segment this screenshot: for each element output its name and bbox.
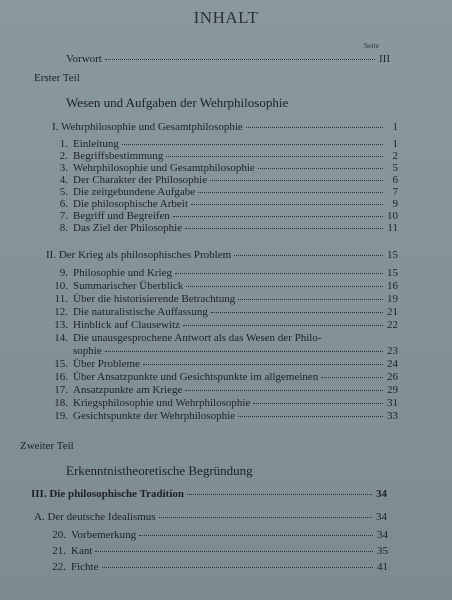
item-number: 8.	[59, 222, 68, 234]
item-page: 10	[387, 210, 398, 222]
leader-dots	[183, 324, 383, 326]
item-page: 41	[377, 561, 388, 573]
leader-dots	[175, 272, 383, 274]
leader-dots	[139, 534, 373, 536]
section-label: A. Der deutsche Idealismus	[34, 511, 156, 523]
item-label: Einleitung	[73, 138, 119, 150]
item-number: 3.	[59, 162, 68, 174]
leader-dots	[122, 143, 383, 145]
item-number: 20.	[52, 529, 66, 541]
toc-entry-vorwort	[66, 53, 390, 65]
item-label: Das Ziel der Philosophie	[73, 222, 183, 234]
leader-dots	[234, 254, 383, 256]
leader-dots	[198, 191, 383, 193]
item-page: 2	[392, 150, 398, 162]
toc-item	[24, 332, 398, 344]
item-page: 35	[377, 545, 388, 557]
item-number: 12.	[54, 306, 68, 318]
item-page: 22	[387, 319, 398, 331]
item-label: Kant	[71, 545, 93, 557]
item-page: 7	[392, 186, 398, 198]
toc-item	[24, 174, 398, 186]
leader-dots	[173, 215, 383, 217]
leader-dots	[187, 493, 372, 495]
item-label: Wehrphilosophie und Gesamtphilosophie	[73, 162, 255, 174]
leader-dots	[246, 126, 383, 128]
item-label: Ansatzpunkte am Kriege	[73, 384, 183, 396]
item-page: 29	[387, 384, 398, 396]
chapter-2-entry	[46, 249, 398, 261]
item-label: Über Probleme	[73, 358, 140, 370]
toc-item	[24, 150, 398, 162]
chapter-label: II. Der Krieg als philosophisches Problem	[46, 249, 232, 261]
section-page: 34	[376, 511, 387, 523]
toc-item	[24, 371, 398, 383]
item-page: 9	[392, 198, 398, 210]
item-label: Der Charakter der Philosophie	[73, 174, 208, 186]
leader-dots	[166, 155, 383, 157]
toc-item	[24, 410, 398, 422]
item-page: 5	[392, 162, 398, 174]
leader-dots	[238, 298, 383, 300]
leader-dots	[321, 376, 383, 378]
item-label: Philosophie und Krieg	[73, 267, 172, 279]
leader-dots	[95, 550, 373, 552]
item-label: Kriegsphilosophie und Wehrphilosophie	[73, 397, 251, 409]
item-page: 6	[392, 174, 398, 186]
leader-dots	[210, 179, 383, 181]
chapter-page: 1	[392, 121, 398, 133]
leader-dots	[105, 350, 383, 352]
item-number: 14.	[54, 332, 68, 344]
item-label: Über Ansatzpunkte und Gesichtspunkte im allgemeinen	[73, 371, 319, 383]
item-number: 6.	[59, 198, 68, 210]
item-page: 19	[387, 293, 398, 305]
toc-item	[24, 198, 398, 210]
entry-page: III	[379, 53, 390, 65]
item-page: 21	[387, 306, 398, 318]
leader-dots	[258, 167, 383, 169]
item-label: Die philosophische Arbeit	[73, 198, 188, 210]
part-label-2: Zweiter Teil	[20, 440, 74, 452]
leader-dots	[143, 363, 383, 365]
chapter-page: 15	[387, 249, 398, 261]
item-number: 11.	[54, 293, 68, 305]
item-label: Gesichtspunkte der Wehrphilosophie	[73, 410, 236, 422]
part-heading-1: Wesen und Aufgaben der Wehrphilosophie	[66, 95, 289, 110]
item-number: 7.	[59, 210, 68, 222]
item-number: 2.	[59, 150, 68, 162]
leader-dots	[185, 227, 383, 229]
item-label: Die unausgesprochene Antwort als das Wesen der Philo-	[73, 332, 322, 344]
toc-item	[24, 384, 398, 396]
item-page: 24	[387, 358, 398, 370]
item-number: 16.	[54, 371, 68, 383]
entry-label: Vorwort	[66, 53, 102, 65]
toc-item	[22, 561, 388, 573]
chapter-1-entry	[52, 121, 398, 133]
leader-dots	[238, 415, 383, 417]
item-page: 31	[387, 397, 398, 409]
chapter-3-entry	[31, 488, 387, 500]
toc-item	[22, 529, 388, 541]
leader-dots	[185, 389, 383, 391]
item-label: Hinblick auf Clausewitz	[73, 319, 180, 331]
item-label-continuation: sophie	[73, 345, 102, 357]
item-page: 33	[387, 410, 398, 422]
item-number: 18.	[54, 397, 68, 409]
leader-dots	[186, 285, 383, 287]
item-number: 10.	[54, 280, 68, 292]
toc-item	[24, 222, 398, 234]
part-label-1: Erster Teil	[34, 72, 80, 84]
item-label: Summarischer Überblick	[73, 280, 184, 292]
toc-item	[24, 280, 398, 292]
toc-item-continuation	[73, 345, 398, 357]
item-number: 19.	[54, 410, 68, 422]
item-label: Begriff und Begreifen	[73, 210, 170, 222]
item-label: Vorbemerkung	[71, 529, 137, 541]
toc-item	[24, 162, 398, 174]
toc-item	[22, 545, 388, 557]
item-number: 17.	[54, 384, 68, 396]
leader-dots	[105, 58, 375, 60]
toc-item	[24, 397, 398, 409]
item-page: 34	[377, 529, 388, 541]
toc-item	[24, 293, 398, 305]
item-number: 13.	[54, 319, 68, 331]
item-page: 23	[387, 345, 398, 357]
item-number: 9.	[59, 267, 68, 279]
chapter-label: I. Wehrphilosophie und Gesamtphilosophie	[52, 121, 243, 133]
toc-item	[24, 306, 398, 318]
page-title: INHALT	[193, 8, 259, 27]
toc-item	[24, 267, 398, 279]
section-a-entry	[34, 511, 387, 523]
item-page: 11	[387, 222, 398, 234]
toc-item	[24, 210, 398, 222]
item-page: 1	[392, 138, 398, 150]
toc-item	[24, 186, 398, 198]
toc-item	[24, 319, 398, 331]
toc-item	[24, 358, 398, 370]
item-number: 4.	[59, 174, 68, 186]
item-number: 5.	[59, 186, 68, 198]
item-number: 1.	[59, 138, 68, 150]
item-page: 26	[387, 371, 398, 383]
item-number: 21.	[52, 545, 66, 557]
leader-dots	[159, 516, 372, 518]
item-label: Die naturalistische Auffassung	[73, 306, 208, 318]
leader-dots	[253, 402, 383, 404]
item-label: Die zeitgebundene Aufgabe	[73, 186, 196, 198]
item-number: 15.	[54, 358, 68, 370]
page-column-label: Seite	[364, 41, 379, 50]
item-page: 15	[387, 267, 398, 279]
leader-dots	[211, 311, 383, 313]
leader-dots	[102, 566, 374, 568]
item-number: 22.	[52, 561, 66, 573]
toc-item	[24, 138, 398, 150]
leader-dots	[191, 203, 383, 205]
item-label: Fichte	[71, 561, 99, 573]
chapter-page: 34	[376, 488, 387, 500]
part-heading-2: Erkenntnistheoretische Begründung	[66, 463, 253, 478]
item-page: 16	[387, 280, 398, 292]
item-label: Begriffsbestimmung	[73, 150, 164, 162]
item-label: Über die historisierende Betrachtung	[73, 293, 236, 305]
chapter-label: III. Die philosophische Tradition	[31, 488, 185, 500]
